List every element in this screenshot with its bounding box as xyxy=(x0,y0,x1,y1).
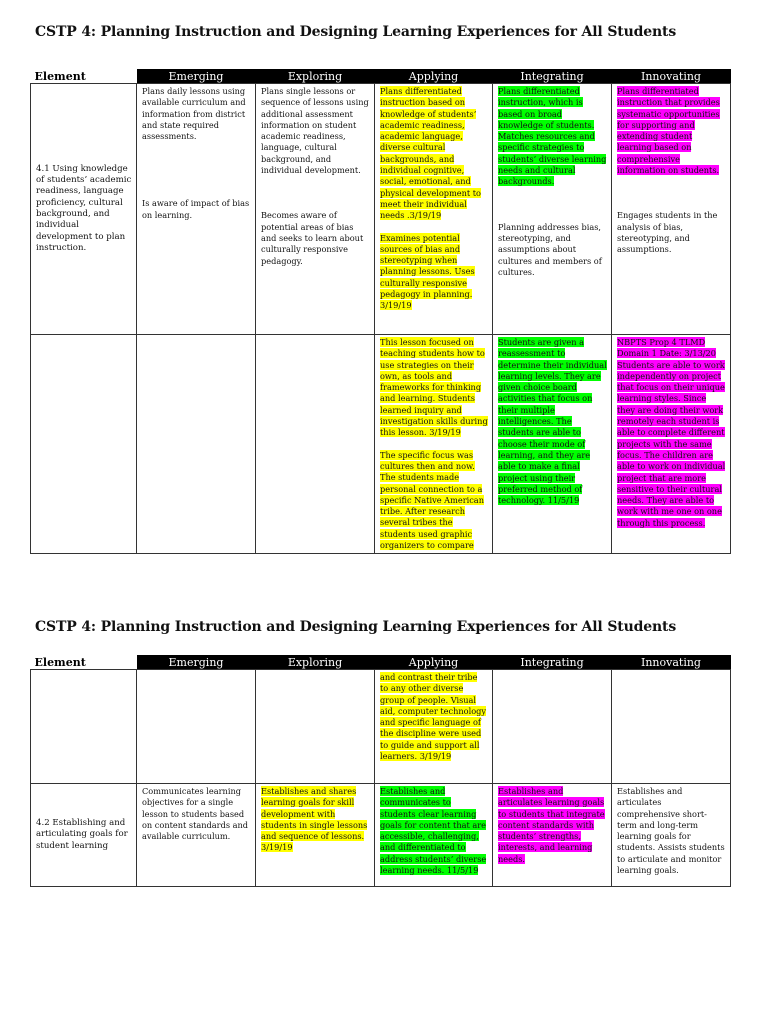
rubric-table-1 xyxy=(30,69,731,554)
header-exploring: Exploring xyxy=(256,69,375,84)
applying-cell xyxy=(375,335,493,554)
integrating-text: Students are given a reassessment to determine their individual learning levels. They are given choice board activities that focus on their multiple intelligences. The students are able to choose their mode of learning, and they are able to make a final project using their preferred method of technology. 11/5/19 xyxy=(498,337,607,506)
element-cell xyxy=(31,84,137,335)
element-cell xyxy=(31,670,137,784)
exploring-cell xyxy=(256,670,375,784)
integrating-cell xyxy=(493,335,612,554)
table-row xyxy=(31,84,731,335)
element-label: 4.2 Establishing and articulating goals for student learning xyxy=(36,818,128,851)
exploring-text: Establishes and shares learning goals for skill development with students in single lessons and sequence of lessons. 3/19/19 xyxy=(261,786,368,853)
header-element: Element xyxy=(31,655,137,670)
header-innovating: Innovating xyxy=(612,655,731,670)
integrating-cell xyxy=(493,84,612,335)
integrating-cell xyxy=(493,784,612,887)
header-applying: Applying xyxy=(375,655,493,670)
innovating-text: Establishes and articulates comprehensive short-term and long-term learning goals for students. Assists students to articulate and monitor learning goals. xyxy=(617,786,725,876)
exploring-text: Plans single lessons or sequence of lessons using additional assessment information on student academic readiness, language, cultural background, and individual development. xyxy=(261,86,369,176)
element-cell xyxy=(31,784,137,887)
innovating-cell xyxy=(612,84,731,335)
page-title: CSTP 4: Planning Instruction and Designing Learning Experiences for All Students xyxy=(35,619,677,635)
applying-text: and contrast their tribe to any other diverse group of people. Visual aid, computer technology and specific language of the discipline were used to guide and support all learners. 3/19/19 xyxy=(380,672,487,762)
applying-text: This lesson focused on teaching students how to use strategies on their own, as tools and frameworks for thinking and learning. Students learned inquiry and investigation skills during this lesson. 3/19/19 xyxy=(380,337,488,438)
applying-cell xyxy=(375,84,493,335)
emerging-text: Communicates learning objectives for a single lesson to students based on content standards and available curriculum. xyxy=(142,786,249,842)
header-exploring: Exploring xyxy=(256,655,375,670)
header-element: Element xyxy=(31,69,137,84)
table-row xyxy=(31,335,731,554)
innovating-cell xyxy=(612,335,731,554)
page-title: CSTP 4: Planning Instruction and Designing Learning Experiences for All Students xyxy=(35,24,677,40)
integrating-text: Plans differentiated instruction, which is based on broad knowledge of students. Matches resources and specific strategies to students’ diverse learning needs and cultural backgrounds. xyxy=(498,86,607,187)
header-innovating: Innovating xyxy=(612,69,731,84)
header-integrating: Integrating xyxy=(493,69,612,84)
emerging-cell xyxy=(137,784,256,887)
header-integrating: Integrating xyxy=(493,655,612,670)
header-row xyxy=(31,69,731,84)
element-cell xyxy=(31,335,137,554)
innovating-text: Plans differentiated instruction that provides systematic opportunities for supporting and extending student learning based on comprehensive information on students. xyxy=(617,86,720,176)
applying-text: Establishes and communicates to students clear learning goals for content that are accessible, challenging, and differentiated to address students’ diverse learning needs. 11/5/19 xyxy=(380,786,487,876)
innovating-text: Engages students in the analysis of bias, stereotyping, and assumptions. xyxy=(617,210,718,255)
table-row xyxy=(31,784,731,887)
innovating-text: NBPTS Prop 4 TLMD Domain 1 Date: 3/13/20 Students are able to work independently on project that focus on their unique learning styles. Since they are doing their work remotely each student is able to complete different projects with the same focus. The children are able to work on individual project that are more sensitive to their cultural needs. They are able to work with me one on one through this process. xyxy=(617,337,726,528)
integrating-text: Planning addresses bias, stereotyping, and assumptions about cultures and members of cultures. xyxy=(498,221,602,277)
exploring-text: Becomes aware of potential areas of bias and seeks to learn about culturally responsive pedagogy. xyxy=(261,210,364,266)
exploring-cell xyxy=(256,84,375,335)
header-emerging: Emerging xyxy=(137,655,256,670)
emerging-text: Plans daily lessons using available curriculum and information from district and state required assessments. xyxy=(142,86,246,142)
applying-text: Examines potential sources of bias and stereotyping when planning lessons. Uses culturally responsive pedagogy in planning. 3/19/19 xyxy=(380,232,475,311)
header-emerging: Emerging xyxy=(137,69,256,84)
header-applying: Applying xyxy=(375,69,493,84)
header-row xyxy=(31,655,731,670)
applying-text: Plans differentiated instruction based on knowledge of students’ academic readiness, academic language, diverse cultural backgrounds, and individual cognitive, social, emotional, and physical development to meet their individual needs .3/19/19 xyxy=(380,86,481,221)
integrating-text: Establishes and articulates learning goals to students that integrate content standards with students’ strengths, interests, and learning needs. xyxy=(498,786,605,864)
exploring-cell xyxy=(256,784,375,887)
rubric-table-2 xyxy=(30,655,731,887)
emerging-cell xyxy=(137,670,256,784)
emerging-cell xyxy=(137,335,256,554)
integrating-cell xyxy=(493,670,612,784)
applying-cell xyxy=(375,670,493,784)
applying-text: The specific focus was cultures then and now. The students made personal connection to a specific Native American tribe. After research several tribes the students used graphic organizers to compare xyxy=(380,449,484,551)
innovating-cell xyxy=(612,670,731,784)
innovating-cell xyxy=(612,784,731,887)
applying-cell xyxy=(375,784,493,887)
exploring-cell xyxy=(256,335,375,554)
table-row xyxy=(31,670,731,784)
emerging-text: Is aware of impact of bias on learning. xyxy=(142,198,250,220)
element-label: 4.1 Using knowledge of students’ academic readiness, language proficiency, cultural background, and individual development to plan instruction. xyxy=(36,163,132,253)
emerging-cell xyxy=(137,84,256,335)
